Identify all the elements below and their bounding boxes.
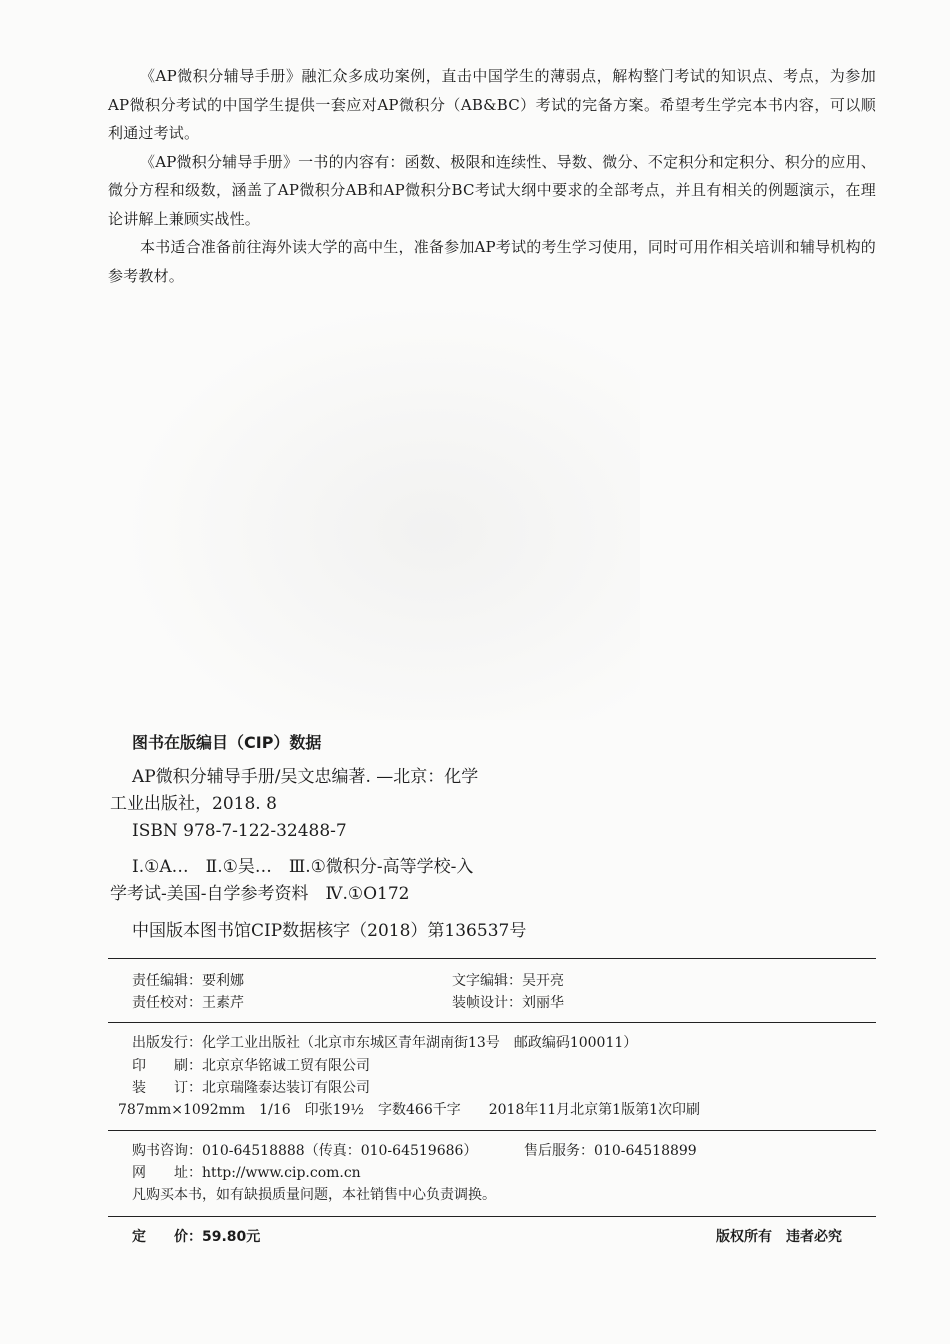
divider [108, 1216, 876, 1217]
divider [108, 1130, 876, 1131]
format-info: 787mm×1092mm 1/16 印张19½ 字数466千字 2018年11月北京第1版第1次印刷 [118, 1102, 700, 1118]
binder-name: 北京瑞隆泰达装订有限公司 [202, 1080, 370, 1096]
after-sales-contact: 售后服务：010-64518899 [524, 1143, 697, 1159]
printer-info [132, 1055, 370, 1077]
price-label: 定 价： [132, 1229, 202, 1245]
printer-name: 北京京华铭诚工贸有限公司 [202, 1058, 370, 1074]
cip-publisher-line: 工业出版社，2018. 8 [110, 794, 277, 814]
price-value: 59.80元 [202, 1229, 261, 1245]
divider [108, 958, 876, 959]
copyright-notice: 版权所有 违者必究 [716, 1229, 842, 1245]
website-link: http://www.cip.com.cn [202, 1165, 361, 1181]
text-editor: 文字编辑：吴开亮 [452, 973, 564, 989]
replacement-notice: 凡购买本书，如有缺损质量问题，本社销售中心负责调换。 [132, 1187, 496, 1203]
cip-isbn: ISBN 978-7-122-32488-7 [132, 821, 347, 841]
cip-heading: 图书在版编目（CIP）数据 [132, 733, 322, 752]
divider [108, 1022, 876, 1023]
book-introduction [108, 62, 876, 290]
responsible-editor: 责任编辑：要利娜 [132, 973, 244, 989]
website-info [132, 1162, 361, 1184]
cip-classification-line: Ⅰ.①A… Ⅱ.①吴… Ⅲ.①微积分-高等学校-入 [132, 857, 474, 877]
cip-classification-line: 学考试-美国-自学参考资料 Ⅳ.①O172 [110, 884, 410, 904]
intro-paragraph: 本书适合准备前往海外读大学的高中生，准备参加AP考试的考生学习使用，同时可用作相关培训和辅导机构的参考教材。 [108, 238, 876, 285]
intro-paragraph: 《AP微积分辅导手册》一书的内容有：函数、极限和连续性、导数、微分、不定积分和定积分、积分的应用、微分方程和级数，涵盖了AP微积分AB和AP微积分BC考试大纲中要求的全部考点，并且有相关的例题演示，在理论讲解上兼顾实战性。 [108, 152, 876, 228]
cip-verification: 中国版本图书馆CIP数据核字（2018）第136537号 [132, 921, 527, 941]
purchase-contact: 购书咨询：010-64518888（传真：010-64519686） [132, 1143, 478, 1159]
publisher-info: 出版发行：化学工业出版社（北京市东城区青年湖南街13号 邮政编码100011） [132, 1035, 638, 1051]
website-label: 网 址： [132, 1165, 202, 1181]
printer-label: 印 刷： [132, 1058, 202, 1074]
intro-paragraph: 《AP微积分辅导手册》融汇众多成功案例，直击中国学生的薄弱点，解构整门考试的知识点、考点，为参加AP微积分考试的中国学生提供一套应对AP微积分（AB&BC）考试的完备方案。希望考生学完本书内容，可以顺利通过考试。 [108, 67, 876, 142]
background-shade [120, 300, 640, 720]
proofreader: 责任校对：王素芹 [132, 995, 244, 1011]
binder-label: 装 订： [132, 1080, 202, 1096]
binder-info [132, 1077, 370, 1099]
price-info [132, 1226, 260, 1248]
binding-designer: 装帧设计：刘丽华 [452, 995, 564, 1011]
cip-title-line: AP微积分辅导手册/吴文忠编著. —北京：化学 [132, 767, 479, 787]
